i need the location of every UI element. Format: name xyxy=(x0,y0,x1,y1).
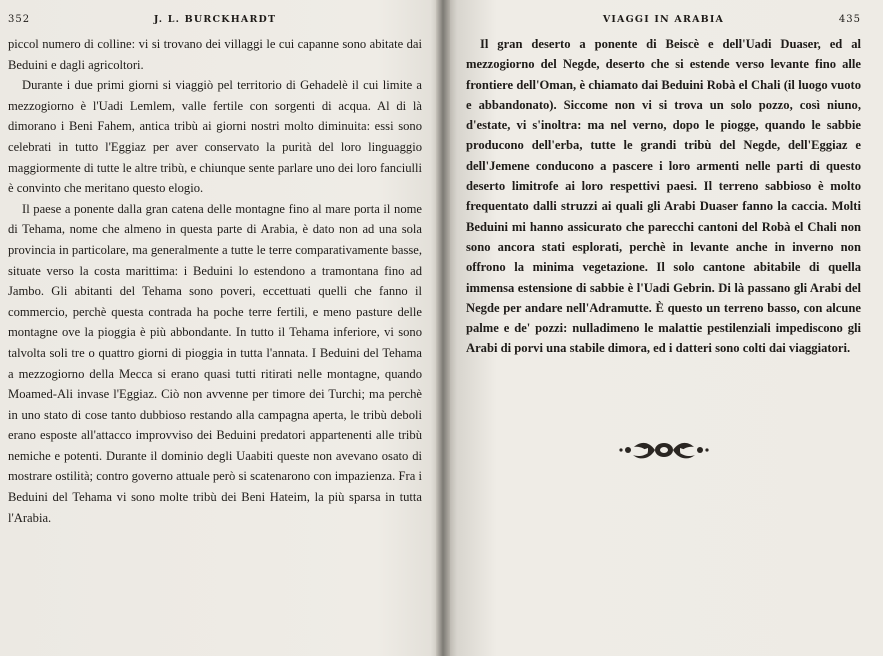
right-page xyxy=(444,0,883,656)
paragraph: Il paese a ponente dalla gran catena delle montagne fino al mare porta il nome di Tehama, nome che almeno in questa parte di Arabia, è dato non ad una sola provincia in particolare, ma generalmente a tutte le terre comparativamente basse, situate verso la costa marittima: i Beduini lo estendono a tramontana fino ad Jambo. Gli abitanti del Tehama sono poveri, eccettuati quelli che fanno il commercio, perchè questa contrada ha poche terre fertili, e meno pasture delle montagne ove la pioggia è più abbondante. In tutto il Tehama inferiore, vi sono talvolta soli tre o quattro giorni di pioggia in tutta l'annata. I Beduini del Tehama a mezzogiorno della Mecca si erano quasi tutti ritirati nelle montagne, quando Moamed-Ali invase l'Eggiaz. Ciò non avvenne per timore dei Turchi; ma perchè in uno stato di cose tanto dubbioso restando alla campagna aperta, le tribù deboli erano esposte all'attacco improvviso dei Beduini predatori appartenenti alle tribù nemiche e potenti. Durante il dominio degli Uaabiti queste non avevano osato di mostrare ostilità; contro governo attuale però si scatenarono con impazienza. Fra i Beduini del Tehama vi sono molte tribù dei Beni Hateim, la più sparsa in tutta l'Arabia. xyxy=(8,201,422,525)
right-page-body xyxy=(466,34,861,359)
left-page-number: 352 xyxy=(8,14,31,25)
left-page-body xyxy=(8,34,422,528)
paragraph: Il gran deserto a ponente di Beiscè e dell'Uadi Duaser, ed al mezzogiorno del Negde, deserto che si estende verso levante fino alle frontiere dell'Oman, è chiamato dai Beduini Robà el Chali (il luogo vuoto e abbandonato). Siccome non vi si trova un solo pozzo, così niuno, d'estate, vi s'inoltra: ma nel verno, dopo le piogge, quando le sabbie producono dell'erba, tutte le grandi tribù del Negde, dell'Eggiaz e dell'Jemene conducono a pascere i loro armenti nelle parti di questo deserto limitrofe ai loro respettivi paesi. Il terreno sabbioso è molto frequentato dalli struzzi ai quali gli Arabi Duaser fanno la caccia. Molti Beduini mi hanno assicurato che parecchi cantoni del Robà el Chali non sono ancora stati esplorati, perchè in levante anche in inverno non offrono la minima vegetazione. Il solo cantone abitabile di quella immensa estensione di sabbie è l'Uadi Gebrin. Di là passano gli Arabi del Negde per andare nell'Adramutte. È questo un terreno basso, con alcune palme e de' pozzi: nulladimeno le malattie pestilenziali impediscono gli Arabi di porvi una stabile dimora, ed i datteri sono colti dai viaggiatori. xyxy=(466,37,861,356)
right-running-head: VIAGGI IN ARABIA xyxy=(602,14,725,25)
book-gutter xyxy=(436,0,450,656)
right-page-header xyxy=(466,14,861,34)
paragraph: piccol numero di colline: vi si trovano dei villaggi le cui capanne sono abitate dai Beduini e dagli agricoltori. xyxy=(8,37,422,72)
left-running-head: J. L. BURCKHARDT xyxy=(153,14,277,25)
paragraph: Durante i due primi giorni si viaggiò pel territorio di Gehadelè il cui limite a mezzogiorno è l'Uadi Lemlem, valle fertile con sorgenti di acqua. Al di là dimorano i Beni Fahem, antica tribù ai giorni nostri molto diminuita: essi sono celebrati in tutto l'Eggiaz per aver conservato la purità del loro linguaggio maggiormente di tutte le altre tribù, e chiunque sente parlare uno dei loro fanciulli è convinto che meritano questo elogio. xyxy=(8,78,422,196)
left-page-header xyxy=(8,14,422,34)
floral-tailpiece-ornament-icon xyxy=(616,437,712,463)
right-page-number: 435 xyxy=(838,14,861,25)
